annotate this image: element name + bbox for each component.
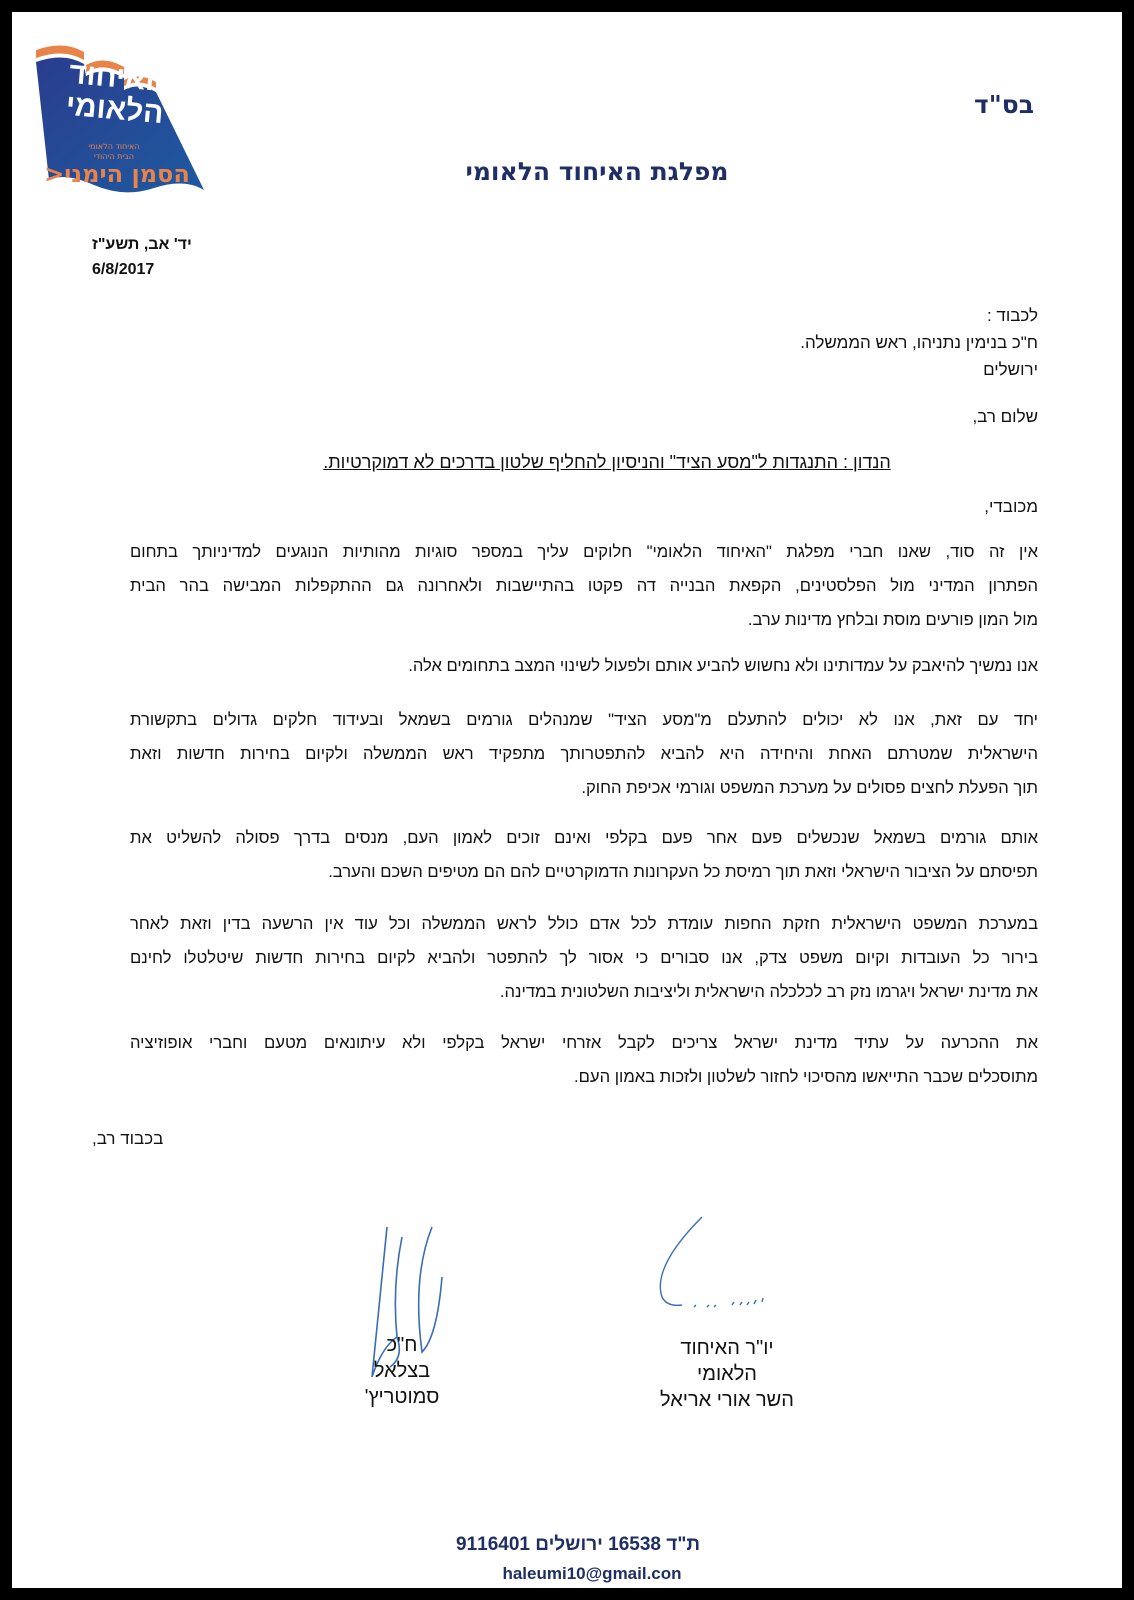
bsd-header: בס"ד [974,90,1034,119]
text-line: אין זה סוד, שאנו חברי מפלגת "האיחוד הלאומי" חלוקים עליך במספר סוגיות מהותיות הנוגעים למדיניותך בתחום [130,542,1038,561]
recipient-city: ירושלים [983,360,1038,379]
text-line: תפיסתם על הציבור הישראלי וזאת תוך רמיסת כל העקרונות הדמוקרטיים להם הם מטיפים השכם והערב. [328,862,1038,881]
signer-right-name: השר אורי אריאל [660,1389,794,1411]
logo-sub2: הבית היהודי [93,152,135,161]
text-line: בירור כל העובדות וקיום משפט צדק, אנו סבורים כי אסור לך להתפטר ולהביא לקיום בחירות חדשות שיטלטלו לחינם [130,948,1038,967]
signature-smotrich [342,1217,462,1408]
paragraph-5 [130,907,1038,1009]
signer-right-title2: הלאומי [697,1363,757,1385]
signature-ariel [632,1207,822,1411]
signer-left-first: בצלאל [373,1360,431,1382]
logo-sub1: האיחוד הלאומי [88,142,140,151]
text-line: מתוסכלים שכבר התייאשו מהסיכוי לחזור לשלטון ולזכות באמון העם. [574,1067,1038,1086]
date-hebrew: יד' אב, תשע"ז [92,236,192,253]
text-line: תוך הפעלת לחצים פסולים על מערכת המשפט וגורמי אכיפת החוק. [581,778,1038,797]
recipient-block [800,302,1038,383]
text-line: אותם גורמים בשמאל שנכשלים פעם אחר פעם בקלפי ואינם זוכים לאמון העם, מנסים בדרך פסולה להשליט את [130,828,1038,847]
handwritten-signature-right [632,1207,822,1337]
paragraph-2 [130,649,1038,683]
text-line: הישראלית שמטרתם האחת והיחידה היא להביא להתפטרותך מתפקיד ראש הממשלה ולקיום בחירות חדשות וזאת [130,744,1038,763]
text-line: את ההכרעה על עתיד מדינת ישראל צריכים לקבל אזרחי ישראל בקלפי ולא עיתונאים מטעם וחברי אופוזיציה [130,1033,1038,1052]
logo-line1: האיחוד [67,56,168,99]
logo-line2: הלאומי [64,88,165,131]
text-line: מול המון פורעים מוסת ובלחץ מדינות ערב. [747,610,1038,629]
text-line: הפתרון המדיני מול הפלסטינים, הקפאת הבנייה דה פקטו בהתיישבות ולאחרונה גם ההתקפלות המבישה בהר הבית [130,576,1038,595]
text-line: יחד עם זאת, אנו לא יכולים להתעלם מ"מסע הציד" שמנהלים גורמים בשמאל ובעידוד חלקים גדולים בתקשורת [130,710,1038,729]
closing: בכבוד רב, [92,1129,164,1148]
paragraph-6 [130,1026,1038,1094]
text-line: את מדינת ישראל ויגרמו נזק רב לכלכלה הישראלית וליציבות השלטונית במדינה. [499,982,1038,1001]
subject-line: הנדון : התנגדות ל"מסע הציד" והניסיון להחליף שלטון בדרכים לא דמוקרטיות. [323,452,891,472]
recipient-label: לכבוד : [986,306,1038,325]
signer-left-title: ח"כ [386,1334,418,1356]
signer-left-last: סמוטריץ' [364,1386,440,1408]
paragraph-1 [130,535,1038,637]
footer-address: ת"ד 16538 ירושלים 9116401 [456,1534,700,1555]
party-name-title: מפלגת האיחוד הלאומי [465,157,729,186]
footer-email[interactable]: haleumi10@gmail.con [502,1564,682,1583]
greeting: שלום רב, [972,407,1038,426]
paragraph-4 [130,821,1038,889]
text-line: במערכת המשפט הישראלית חזקת החפות עומדת לכל אדם כולל לראש הממשלה וכל עוד אין הרשעה בדין וזאת לאחר [130,914,1038,933]
signer-right-title: יו"ר האיחוד [680,1337,774,1359]
recipient-name: ח"כ בנימין נתניהו, ראש הממשלה. [800,333,1038,352]
date-gregorian: 6/8/2017 [92,261,155,278]
party-logo [34,40,209,212]
logo-slogan: הסמן הימני< [44,160,190,188]
letter-page [12,12,1122,1588]
text-line: אנו נמשיך להיאבק על עמדותינו ולא נחשוש להביע אותם ולפעול לשינוי המצב בתחומים אלה. [408,656,1038,675]
paragraph-3 [130,703,1038,805]
salutation: מכובדי, [984,497,1038,516]
date-block [92,232,192,282]
